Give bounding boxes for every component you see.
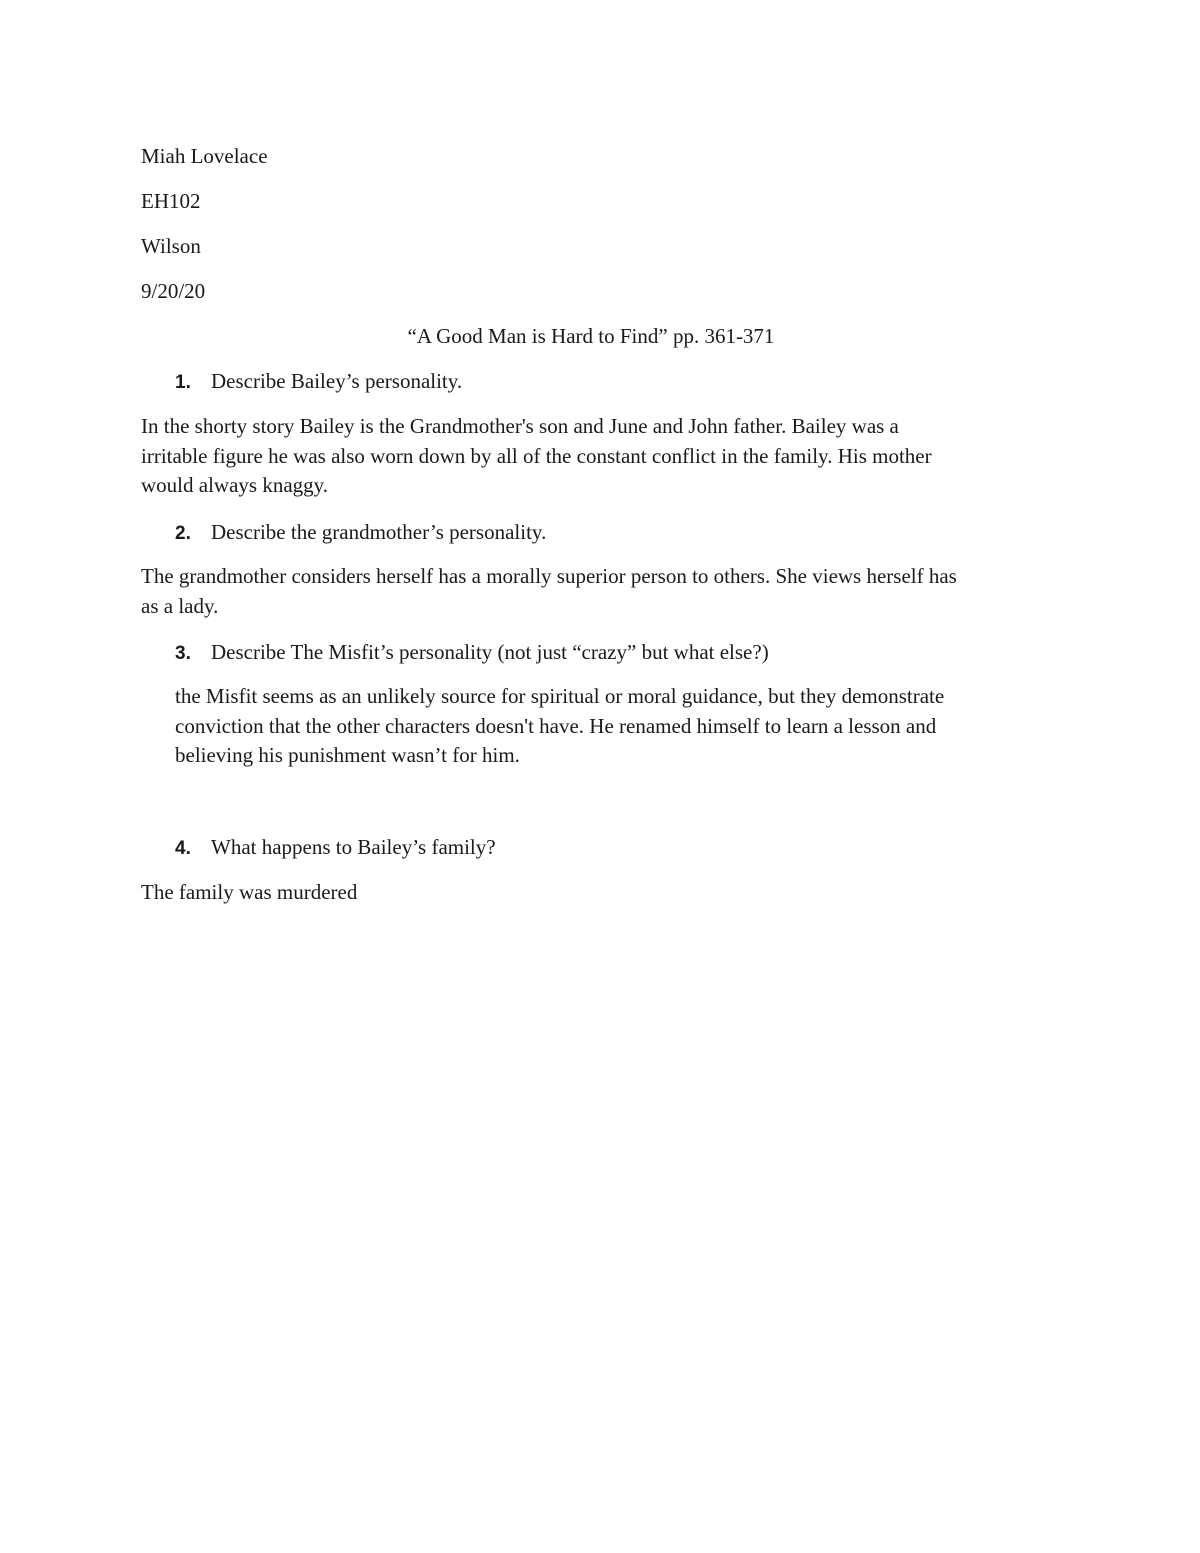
question-text: Describe Bailey’s personality.: [211, 369, 463, 393]
question-text: What happens to Bailey’s family?: [211, 835, 496, 859]
answer-line: as a lady.: [141, 593, 219, 618]
question-text: Describe the grandmother’s personality.: [211, 520, 547, 544]
question-number: 3.: [175, 643, 191, 664]
answer-line: The family was murdered: [141, 880, 358, 904]
question-3: [175, 637, 769, 669]
answer-line: the Misfit seems as an unlikely source for spiritual or moral guidance, but they demonstrate: [175, 684, 945, 708]
question-number: 4.: [175, 838, 191, 859]
answer-line: believing his punishment wasn’t for him.: [175, 743, 520, 767]
assignment-date: 9/20/20: [141, 279, 206, 303]
course-code: EH102: [141, 189, 201, 213]
question-text: Describe The Misfit’s personality (not just “crazy” but what else?): [211, 640, 769, 664]
answer-line: irritable figure he was also worn down by all of the constant conflict in the family. His mother: [141, 443, 932, 468]
answer-3: [175, 682, 1075, 771]
document-title: “A Good Man is Hard to Find” pp. 361-371: [407, 324, 775, 348]
answer-line: The grandmother considers herself has a morally superior person to others. She views herself has: [141, 564, 957, 588]
answer-2: [141, 562, 1071, 621]
answer-4: [141, 878, 1071, 908]
instructor-name: Wilson: [141, 234, 201, 258]
answer-line: In the shorty story Bailey is the Grandmother's son and June and John father. Bailey was a: [141, 414, 899, 438]
question-number: 1.: [175, 372, 191, 393]
question-4: [175, 832, 496, 864]
question-number: 2.: [175, 523, 191, 544]
student-name: Miah Lovelace: [141, 144, 268, 168]
answer-1: [141, 412, 1071, 501]
answer-line: conviction that the other characters doesn't have. He renamed himself to learn a lesson and: [175, 713, 937, 738]
question-1: [175, 366, 462, 398]
answer-line: would always knaggy.: [141, 473, 329, 497]
question-2: [175, 517, 546, 549]
